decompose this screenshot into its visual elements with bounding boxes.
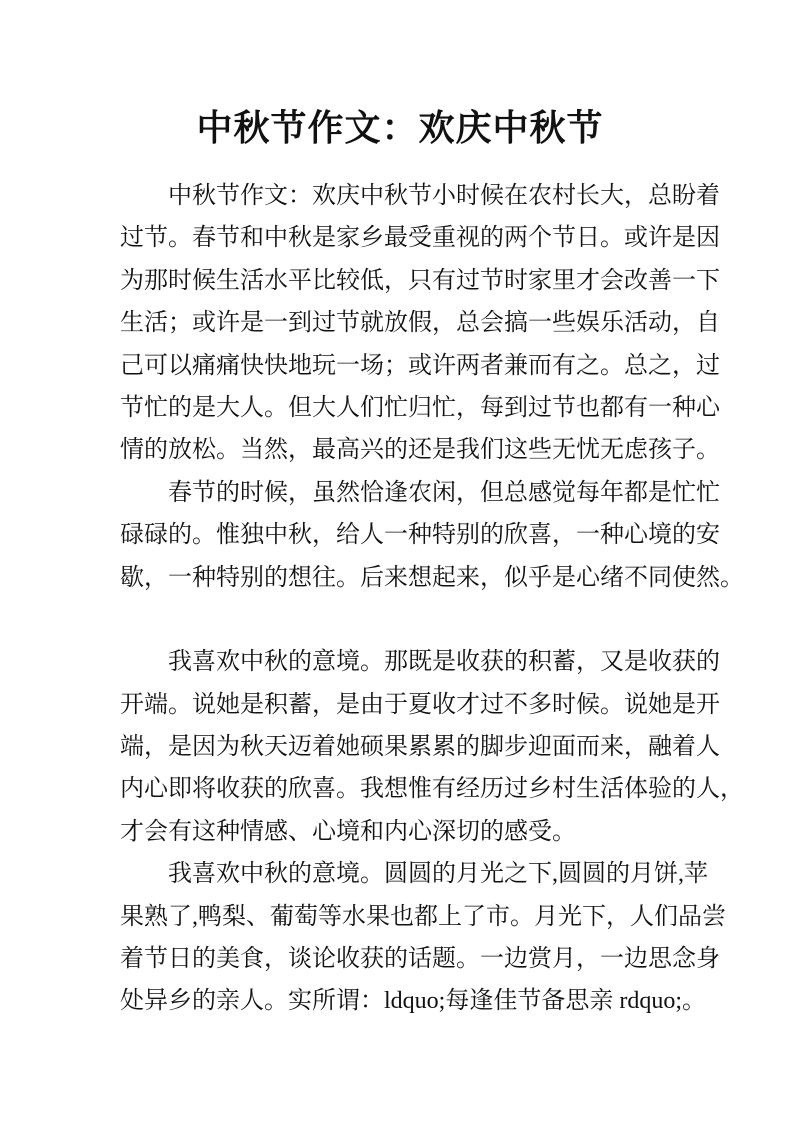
text-line: 生活；或许是一到过节就放假，总会搞一些娱乐活动，自 — [120, 310, 720, 337]
text-line: 才会有这种情感、心境和内心深切的感受。 — [120, 818, 576, 845]
text-line: 处异乡的亲人。实所谓：ldquo;每逢佳节备思亲 rdquo;。 — [120, 988, 706, 1015]
text-line: 我喜欢中秋的意境。那既是收获的积蓄，又是收获的 — [168, 649, 720, 676]
text-line: 节忙的是大人。但大人们忙归忙，每到过节也都有一种心 — [120, 394, 720, 421]
text-line: 情的放松。当然，最高兴的还是我们这些无忧无虑孩子。 — [120, 437, 720, 464]
document-body — [120, 175, 744, 1023]
text-line: 己可以痛痛快快地玩一场；或许两者兼而有之。总之，过 — [120, 352, 720, 379]
text-line: 中秋节作文：欢庆中秋节小时候在农村长大，总盼着 — [168, 183, 720, 209]
text-line: 歇，一种特别的想往。后来想起来，似乎是心绪不同使然。 — [120, 564, 744, 591]
text-line: 着节日的美食，谈论收获的话题。一边赏月，一边思念身 — [120, 946, 720, 973]
text-line: 为那时候生活水平比较低，只有过节时家里才会改善一下 — [120, 267, 720, 294]
text-line: 过节。春节和中秋是家乡最受重视的两个节日。或许是因 — [120, 225, 720, 252]
text-line: 碌碌的。惟独中秋，给人一种特别的欣喜，一种心境的安 — [120, 522, 720, 549]
text-line: 内心即将收获的欣喜。我想惟有经历过乡村生活体验的人， — [120, 776, 744, 803]
blank-line — [120, 599, 690, 641]
text-line: 端，是因为秋天迈着她硕果累累的脚步迎面而来，融着人 — [120, 734, 720, 761]
text-line: 春节的时候，虽然恰逢农闲，但总感觉每年都是忙忙 — [168, 479, 720, 506]
document-title: 中秋节作文：欢庆中秋节 — [196, 108, 604, 148]
text-line: 我喜欢中秋的意境。圆圆的月光之下,圆圆的月饼,苹 — [168, 861, 708, 888]
text-line: 开端。说她是积蓄，是由于夏收才过不多时候。说她是开 — [120, 691, 720, 718]
text-line: 果熟了,鸭梨、葡萄等水果也都上了市。月光下，人们品尝 — [120, 903, 726, 930]
